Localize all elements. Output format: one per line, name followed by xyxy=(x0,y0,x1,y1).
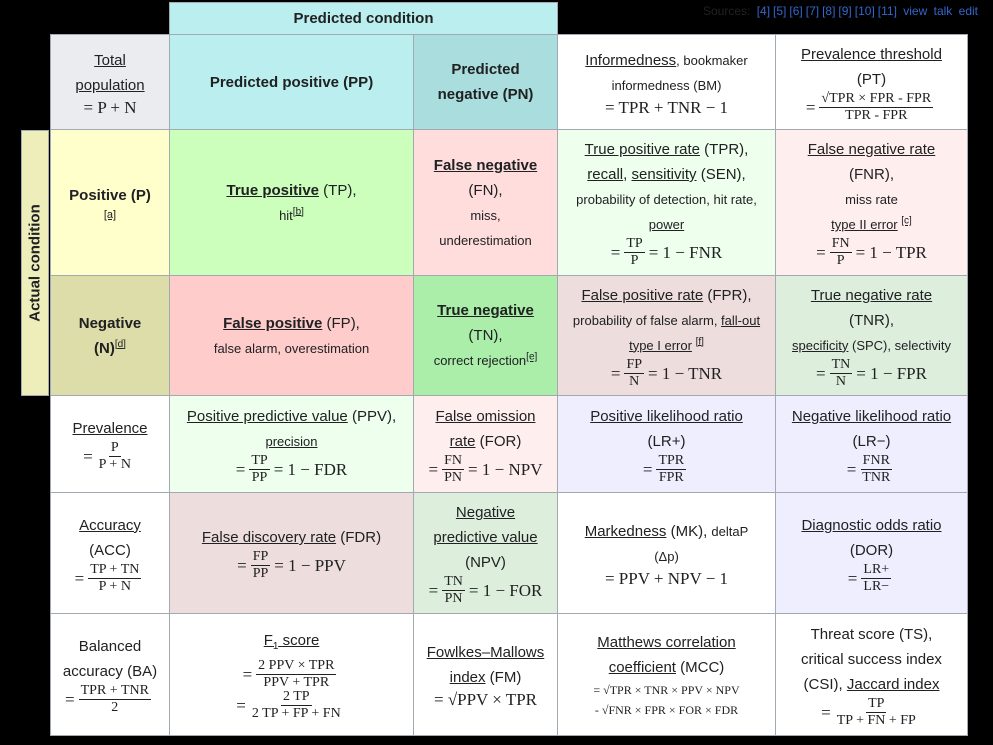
tnr-num: TN xyxy=(831,356,851,372)
source-link-4[interactable]: [4] xyxy=(756,4,771,18)
sources-label: Sources: xyxy=(703,4,751,18)
tn-note[interactable]: [e] xyxy=(526,351,538,363)
tpr-desc: probability of detection, hit rate, xyxy=(576,192,757,207)
true-negative-link[interactable]: True negative xyxy=(437,302,534,319)
fpr-link[interactable]: False positive rate xyxy=(581,286,704,304)
fpr-desc: probability of false alarm, xyxy=(572,312,722,328)
actual-condition-label: Actual condition xyxy=(26,204,44,322)
predicted-negative-cell xyxy=(413,34,558,130)
predicted-negative-label: Predicted negative (PN) xyxy=(437,61,534,103)
ppv-den: PP xyxy=(251,469,268,485)
negative-label1: Negative xyxy=(78,314,142,332)
tpr-rest: = 1 − FNR xyxy=(648,243,723,262)
ppv-abbr: (PPV), xyxy=(347,407,397,425)
dor-link[interactable]: Diagnostic odds ratio xyxy=(801,516,942,534)
for-formula: = $\frac{FN}{PN}$ = 1 − NPV xyxy=(428,452,543,485)
total-population-link[interactable]: Total population xyxy=(75,51,145,94)
f1-num2: 2 TP xyxy=(283,689,310,704)
fpr-note[interactable]: [f] xyxy=(695,336,704,348)
prevalence-threshold-formula xyxy=(806,92,937,123)
source-link-5[interactable]: [5] xyxy=(773,4,787,18)
false-alarm-label: false alarm, overestimation xyxy=(213,340,370,356)
negative-note[interactable]: [d] xyxy=(114,338,126,350)
f1-name: F xyxy=(263,632,273,649)
false-negative-cell xyxy=(413,129,558,276)
source-link-7[interactable]: [7] xyxy=(805,4,820,18)
fnr-rest: = 1 − TPR xyxy=(855,243,927,262)
fdr-link[interactable]: False discovery rate xyxy=(201,529,337,546)
npv-rest: = 1 − FOR xyxy=(468,581,543,600)
source-link-9[interactable]: [9] xyxy=(838,4,852,18)
fm-link1[interactable]: Fowlkes–Mallows xyxy=(426,644,545,661)
tpr-formula: = $\frac{TP}{P}$ = 1 − FNR xyxy=(610,236,723,268)
prevalence-link[interactable]: Prevalence xyxy=(72,420,148,437)
positive-note[interactable]: [a] xyxy=(103,209,117,221)
dor-cell xyxy=(775,492,968,614)
prevalence-num: P xyxy=(110,440,119,455)
markedness-cell xyxy=(557,492,776,614)
fm-link2[interactable]: index xyxy=(449,669,486,686)
false-negative-abbr: (FN), xyxy=(468,181,503,199)
accuracy-num: TP + TN xyxy=(90,561,140,577)
accuracy-abbr: (ACC) xyxy=(89,541,131,559)
talk-link[interactable]: talk xyxy=(933,4,953,18)
fnr-link[interactable]: False negative rate xyxy=(807,141,936,158)
fpr-num: FP xyxy=(626,356,643,372)
tnr-formula: = $\frac{TN}{N}$ = 1 − FPR xyxy=(816,356,927,389)
false-positive-cell xyxy=(169,275,414,396)
lrn-link[interactable]: Negative likelihood ratio xyxy=(791,407,952,425)
true-positive-cell xyxy=(169,129,414,276)
predicted-positive-cell xyxy=(169,34,414,130)
dor-num: LR+ xyxy=(863,561,890,577)
informedness-formula: = TPR + TNR − 1 xyxy=(604,97,729,117)
false-negative-link[interactable]: False negative xyxy=(433,156,538,174)
fnr-num: FN xyxy=(831,236,850,251)
positive-label: Positive (P) xyxy=(69,187,151,204)
mcc-link1[interactable]: Matthews correlation xyxy=(597,633,736,651)
fdr-abbr: (FDR) xyxy=(336,529,382,546)
f1-sub: 1 xyxy=(272,641,279,652)
npv-link1[interactable]: Negative xyxy=(455,504,516,521)
lrn-num: FNR xyxy=(862,452,890,468)
fdr-rest: = 1 − PPV xyxy=(274,556,346,575)
lrp-abbr: (LR+) xyxy=(647,432,686,450)
tpr-link[interactable]: True positive rate xyxy=(584,141,700,158)
total-population-cell xyxy=(50,34,170,130)
fowlkes-mallows-cell xyxy=(413,613,558,736)
mcc-cell xyxy=(557,613,776,736)
pt-numerator: √TPR × FPR - FPR xyxy=(821,90,932,106)
ts-den: TP + FN + FP xyxy=(836,712,916,728)
mcc-abbr: (MCC) xyxy=(675,658,725,676)
deltap-label: deltaP xyxy=(711,523,749,539)
prevalence-threshold-link[interactable]: Prevalence threshold xyxy=(801,45,942,63)
tpr-cell xyxy=(557,129,776,276)
tnr-den: N xyxy=(835,373,846,389)
informedness-cell xyxy=(557,34,776,130)
tnr-cell xyxy=(775,275,968,396)
underestimation-label: underestimation xyxy=(439,232,532,248)
true-negative-abbr: (TN), xyxy=(468,327,503,344)
precision-link[interactable]: precision xyxy=(265,433,318,449)
f1-name-rest: score xyxy=(278,632,320,649)
f1-formula-2: = 2 TP 2 TP + FP + FN xyxy=(236,689,341,721)
hit-label: hit xyxy=(279,207,293,223)
fnr-cell xyxy=(775,129,968,276)
informedness-link[interactable]: Informedness xyxy=(585,51,677,69)
threat-score-cell xyxy=(775,613,968,736)
positive-cell xyxy=(50,129,170,276)
npv-link2[interactable]: predictive value xyxy=(433,529,538,546)
fm-formula: = √PPV × TPR xyxy=(433,690,537,709)
fdr-cell xyxy=(169,492,414,614)
fpr-rest: = 1 − TNR xyxy=(648,363,723,383)
f1-score-cell xyxy=(169,613,414,736)
for-link2[interactable]: rate xyxy=(449,432,476,450)
negative-label2: (N) xyxy=(94,339,115,357)
lrn-formula: = FNR TNR xyxy=(846,452,891,485)
view-link[interactable]: view xyxy=(903,4,928,18)
power-link[interactable]: power xyxy=(648,217,685,232)
ppv-rest: = 1 − FDR xyxy=(273,459,348,479)
prevalence-formula: = $\frac{P}{P + N}$ xyxy=(83,440,131,472)
for-abbr: (FOR) xyxy=(475,432,522,450)
fall-out-link[interactable]: fall-out xyxy=(721,312,761,328)
true-positive-abbr: (TP), xyxy=(319,181,357,199)
fpr-abbr: (FPR), xyxy=(703,286,752,304)
lrn-cell xyxy=(775,395,968,493)
specificity-link[interactable]: specificity xyxy=(792,337,849,353)
pt-eq: = xyxy=(805,97,816,117)
tpr-sep: , xyxy=(623,166,632,183)
fnr-abbr: (FNR), xyxy=(849,166,894,183)
source-link-8[interactable]: [8] xyxy=(822,4,836,18)
prevalence-cell xyxy=(50,395,170,493)
accuracy-formula: = $\frac{TP + TN}{P + N}$ xyxy=(74,561,140,594)
ppv-cell xyxy=(169,395,414,493)
ts-formula: = $\frac{TP}{TP + FN + FP}$ xyxy=(821,695,916,728)
jaccard-index-link[interactable]: Jaccard index xyxy=(846,675,940,693)
f1-score-link[interactable] xyxy=(264,628,320,659)
dor-abbr: (DOR) xyxy=(849,541,894,559)
lrp-num: TPR xyxy=(658,452,685,468)
dor-den: LR− xyxy=(863,578,890,594)
ba-label2: accuracy (BA) xyxy=(62,663,158,680)
predicted-positive-label: Predicted positive (PP) xyxy=(209,73,374,91)
source-link-10[interactable]: [10] xyxy=(854,4,875,18)
markedness-formula: = PPV + NPV − 1 xyxy=(604,568,729,588)
type-ii-error-link[interactable]: type II error xyxy=(831,217,898,232)
ba-formula: = TPR + TNR 2 xyxy=(65,683,149,715)
lrn-abbr: (LR−) xyxy=(852,432,891,450)
fpr-cell xyxy=(557,275,776,396)
tpr-den: P xyxy=(630,253,639,268)
fdr-formula: = $\frac{FP}{PP}$ = 1 − PPV xyxy=(237,549,346,581)
lrp-link[interactable]: Positive likelihood ratio xyxy=(590,407,743,425)
accuracy-cell xyxy=(50,492,170,614)
mcc-formula-line2: - √FNR × FPR × FOR × FDR xyxy=(594,702,739,717)
edit-link[interactable]: edit xyxy=(958,4,978,18)
lrp-cell xyxy=(557,395,776,493)
markedness-link[interactable]: Markedness xyxy=(584,522,667,540)
true-positive-link[interactable]: True positive xyxy=(226,181,320,199)
lrn-den: TNR xyxy=(862,469,891,485)
fnr-den: P xyxy=(836,253,845,268)
miss-label: miss, xyxy=(470,207,501,223)
ba-label1: Balanced xyxy=(78,638,142,655)
mcc-link2[interactable]: coefficient xyxy=(608,658,676,676)
informedness-rest1: , bookmaker xyxy=(676,52,748,68)
npv-cell xyxy=(413,492,558,614)
markedness-abbr: (MK), xyxy=(666,522,712,540)
prevalence-threshold-abbr: (PT) xyxy=(856,70,887,88)
npv-abbr: (NPV) xyxy=(465,554,506,571)
for-num: FN xyxy=(444,452,463,468)
tnr-rest: = 1 − FPR xyxy=(856,363,927,383)
f1-num1: 2 PPV × TPR xyxy=(258,658,335,673)
npv-den: PN xyxy=(444,591,463,606)
fpr-den: N xyxy=(629,373,640,389)
ts-num: TP xyxy=(868,695,885,711)
false-positive-abbr: (FP), xyxy=(322,314,360,332)
negative-cell xyxy=(50,275,170,396)
for-den: PN xyxy=(444,469,463,485)
ts-line2: critical success index xyxy=(801,650,942,668)
f1-den2: 2 TP + FP + FN xyxy=(251,706,341,721)
balanced-accuracy-cell xyxy=(50,613,170,736)
tnr-abbr: (TNR), xyxy=(849,311,894,329)
fpr-formula: = $\frac{FP}{N}$ = 1 − TNR xyxy=(610,356,723,389)
ba-den: 2 xyxy=(111,700,119,715)
delta-p-label: (Δp) xyxy=(654,548,679,564)
false-positive-link[interactable]: False positive xyxy=(223,314,323,332)
type-i-error-link[interactable]: type I error xyxy=(629,337,692,353)
predicted-condition-header xyxy=(169,2,558,35)
ts-line1: Threat score (TS), xyxy=(810,625,933,643)
lrp-den: FPR xyxy=(658,469,684,485)
sen-abbr: (SEN), xyxy=(696,166,746,183)
actual-condition-header xyxy=(21,130,49,396)
ba-num: TPR + TNR xyxy=(80,683,149,698)
csi-abbr: (CSI), xyxy=(803,675,847,693)
true-negative-cell xyxy=(413,275,558,396)
recall-link[interactable]: recall xyxy=(587,166,624,183)
sensitivity-link[interactable]: sensitivity xyxy=(631,166,697,183)
f1-den1: PPV + TPR xyxy=(263,675,330,690)
source-link-11[interactable]: [11] xyxy=(877,4,897,18)
accuracy-den: P + N xyxy=(98,578,131,594)
ppv-formula: = $\frac{TP}{PP}$ = 1 − FDR xyxy=(235,452,348,485)
source-link-6[interactable]: [6] xyxy=(789,4,803,18)
tnr-link[interactable]: True negative rate xyxy=(810,286,933,304)
prevalence-den: P + N xyxy=(98,457,131,472)
for-cell xyxy=(413,395,558,493)
npv-formula: = $\frac{TN}{PN}$ = 1 − FOR xyxy=(428,574,543,606)
f1-formula-1: = 2 PPV × TPR PPV + TPR xyxy=(242,658,335,690)
lrp-formula: = TPR FPR xyxy=(642,452,685,485)
tpr-abbr: (TPR), xyxy=(700,141,749,158)
ppv-link[interactable]: Positive predictive value xyxy=(186,407,348,425)
prevalence-threshold-cell xyxy=(775,34,968,130)
sources-bar xyxy=(703,4,981,18)
for-link1[interactable]: False omission xyxy=(435,407,536,425)
mcc-formula-line1: = √TPR × TNR × PPV × NPV xyxy=(593,682,740,697)
dor-formula: = $\frac{LR+}{LR-}$ xyxy=(847,561,890,594)
miss-rate-label: miss rate xyxy=(845,192,898,207)
fdr-num: FP xyxy=(252,549,269,564)
fdr-den: PP xyxy=(252,566,269,581)
ppv-num: TP xyxy=(251,452,268,468)
npv-num: TN xyxy=(444,574,463,589)
predicted-condition-label: Predicted condition xyxy=(293,10,434,27)
for-rest: = 1 − NPV xyxy=(468,459,543,479)
tp-note[interactable]: [b] xyxy=(292,206,304,218)
total-population-formula: = P + N xyxy=(83,97,137,117)
informedness-rest2: informedness (BM) xyxy=(611,77,722,93)
fnr-note[interactable]: [c] xyxy=(901,215,912,227)
fnr-formula: = $\frac{FN}{P}$ = 1 − TPR xyxy=(816,236,927,268)
pt-denominator: TPR - FPR xyxy=(845,107,908,123)
accuracy-link[interactable]: Accuracy xyxy=(79,516,141,534)
tnr-desc: (SPC), selectivity xyxy=(848,337,951,353)
correct-rejection-label: correct rejection xyxy=(433,353,527,368)
tpr-num: TP xyxy=(626,236,643,251)
fm-abbr: (FM) xyxy=(485,669,522,686)
